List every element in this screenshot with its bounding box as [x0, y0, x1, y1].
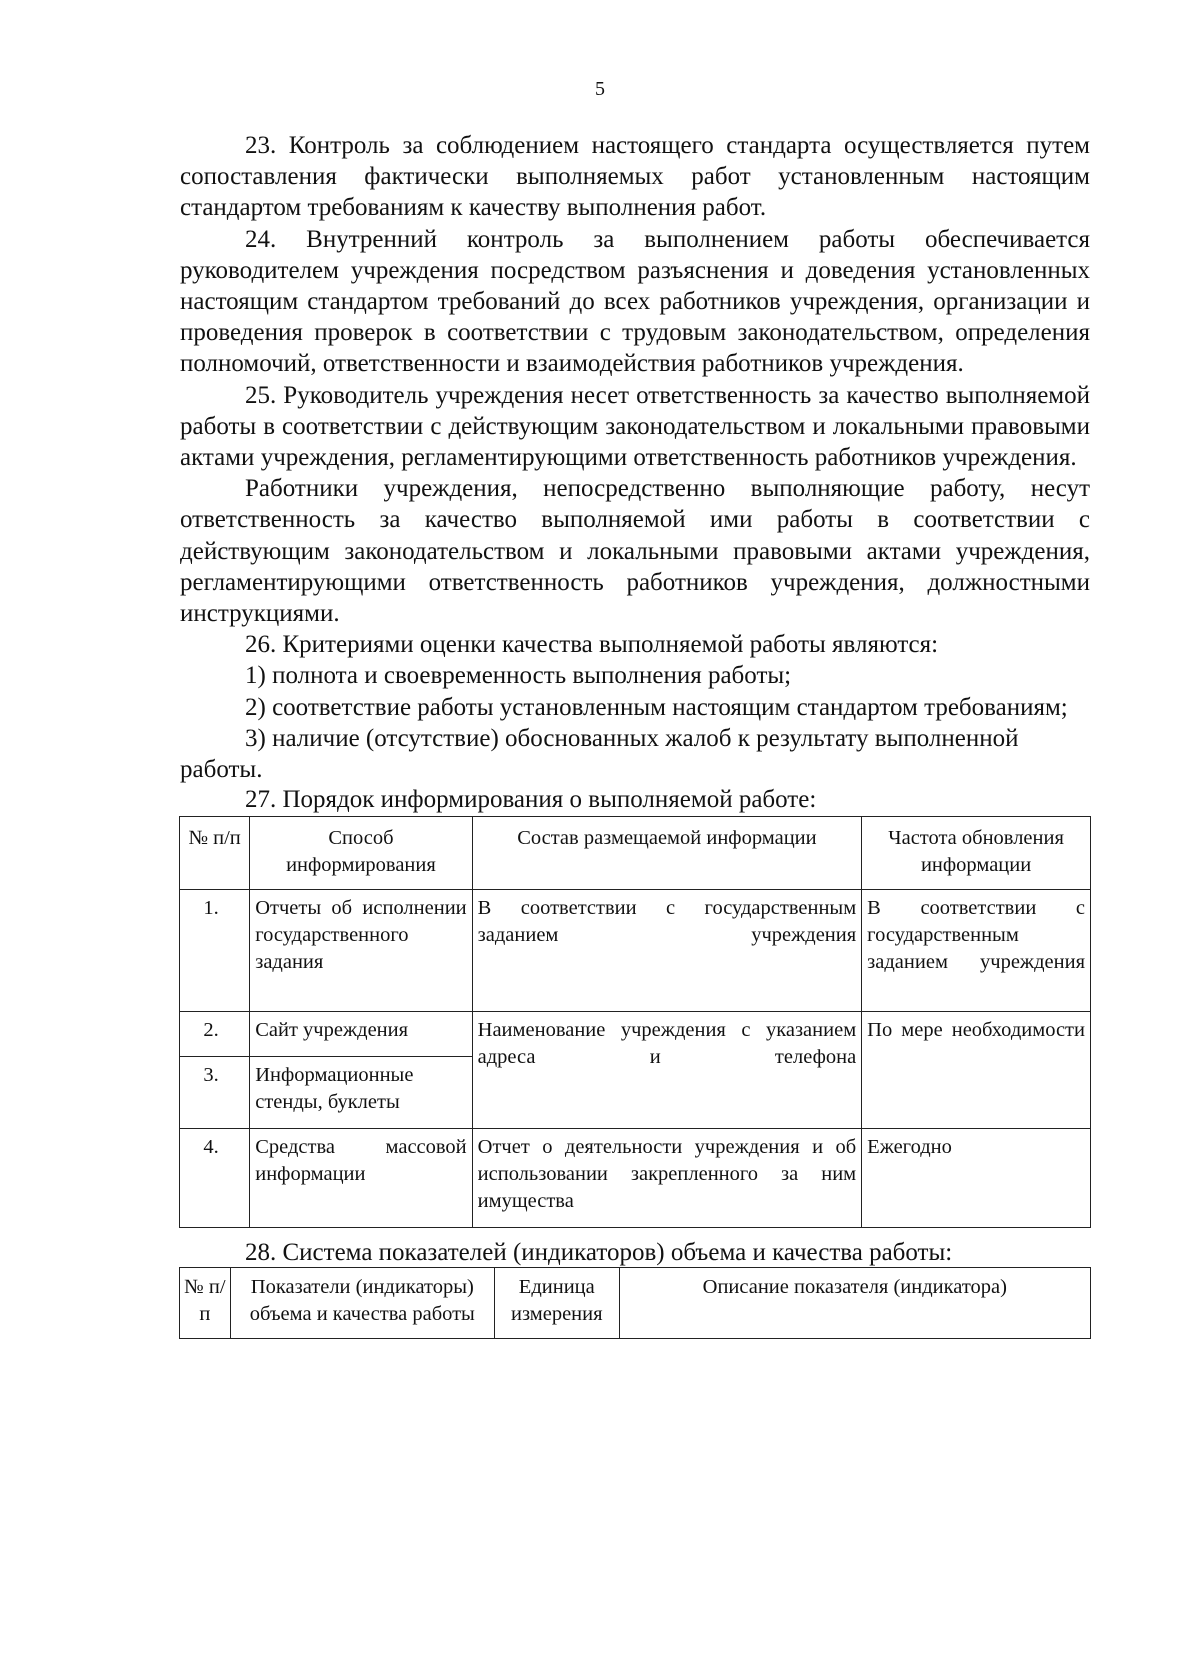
row-method: Отчеты об исполнении государственного задания: [250, 890, 472, 1012]
criteria-item-1: 1) полнота и своевременность выполнения работы;: [245, 662, 792, 690]
table27-caption: 27. Порядок информирования о выполняемой работе:: [245, 786, 817, 814]
table28-caption: 28. Система показателей (индикаторов) объема и качества работы:: [245, 1239, 953, 1267]
row-content: Отчет о деятельности учреждения и об использовании закрепленного за ним имущества: [472, 1129, 862, 1228]
paragraph-26: 26. Критериями оценки качества выполняемой работы являются:: [245, 631, 939, 659]
header-num: № п/п: [180, 817, 250, 890]
paragraph-25: 25. Руководитель учреждения несет ответственность за качество выполняемой работы в соответствии с действующим законодательством и локальными правовыми актами учреждения, регламентирующими ответственность работников учреждения.: [180, 381, 1090, 472]
information-order-table: [179, 816, 1091, 1228]
header-unit: Единица измерения: [494, 1268, 619, 1339]
table-row: [180, 890, 1091, 1012]
table-row: [180, 1012, 1091, 1057]
header-content: Состав размещаемой информации: [472, 817, 862, 890]
row-frequency: Ежегодно: [862, 1129, 1091, 1228]
table-row: [180, 1129, 1091, 1228]
row-method: Средства массовой информации: [250, 1129, 472, 1228]
row-method: Информационные стенды, буклеты: [250, 1057, 472, 1129]
header-indicators: Показатели (индикаторы) объема и качества работы: [230, 1268, 494, 1339]
paragraph-23: 23. Контроль за соблюдением настоящего стандарта осуществляется путем сопоставления фактически выполняемых работ установленным настоящим стандартом требованиям к качеству выполнения работ.: [180, 132, 1090, 222]
row-method: Сайт учреждения: [250, 1012, 472, 1057]
page-number: 5: [595, 78, 605, 100]
paragraph-workers: Работники учреждения, непосредственно выполняющие работу, несут ответственность за качество выполняемой ими работы в соответствии с действующим законодательством и локальными правовыми актами учреждения, регламентирующими ответственность работников учреждения, должностными инструкциями.: [180, 475, 1090, 628]
row-frequency: По мере необходимости: [862, 1012, 1091, 1129]
row-content: В соответствии с государственным заданием учреждения: [472, 890, 862, 1012]
row-frequency: В соответствии с государственным заданием учреждения: [862, 890, 1091, 1012]
criteria-item-3: 3) наличие (отсутствие) обоснованных жалоб к результату выполненной работы.: [180, 724, 1019, 784]
criteria-item-2: 2) соответствие работы установленным настоящим стандартом требованиям;: [245, 693, 1068, 721]
row-num: 4.: [180, 1129, 250, 1228]
header-num: № п/п: [180, 1268, 231, 1339]
table-header-row: [180, 1268, 1091, 1339]
row-content: Наименование учреждения с указанием адреса и телефона: [472, 1012, 862, 1129]
row-num: 2.: [180, 1012, 250, 1057]
header-description: Описание показателя (индикатора): [619, 1268, 1090, 1339]
row-num: 1.: [180, 890, 250, 1012]
paragraph-24: 24. Внутренний контроль за выполнением работы обеспечивается руководителем учреждения посредством разъяснения и доведения установленных настоящим стандартом требований до всех работников учреждения, организации и проведения проверок в соответствии с трудовым законодательством, определения полномочий, ответственности и взаимодействия работников учреждения.: [180, 225, 1090, 378]
header-frequency: Частота обновления информации: [862, 817, 1091, 890]
row-num: 3.: [180, 1057, 250, 1129]
table-header-row: [180, 817, 1091, 890]
document-body: [180, 130, 1090, 1339]
indicators-table: [179, 1267, 1091, 1339]
header-method: Способ информирования: [250, 817, 472, 890]
